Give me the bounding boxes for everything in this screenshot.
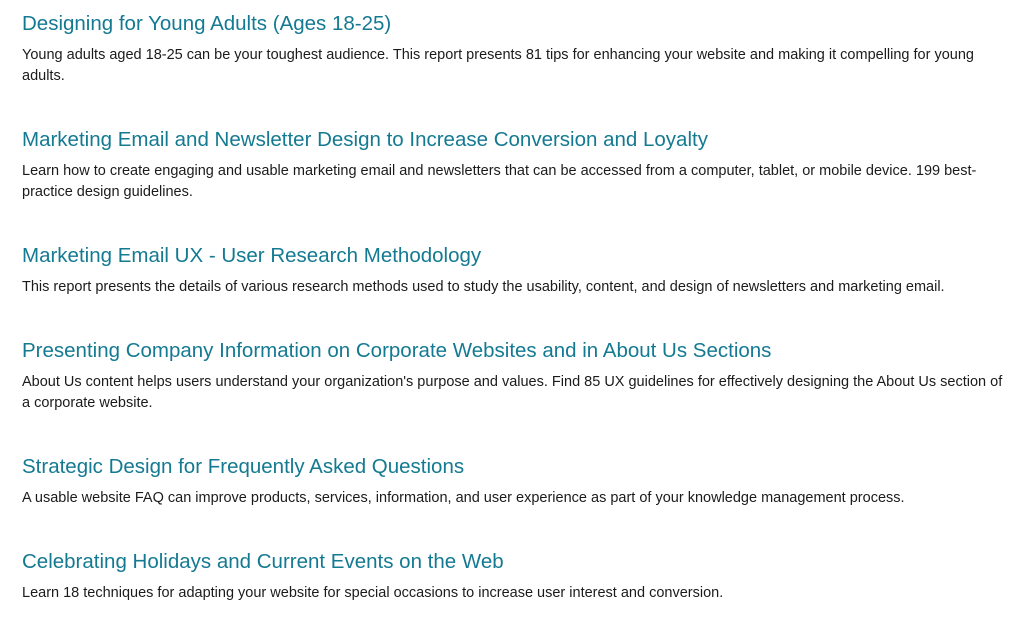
report-title-link[interactable]: Marketing Email and Newsletter Design to Increase Conversion and Loyalty [22,128,708,151]
report-title-link[interactable]: Celebrating Holidays and Current Events on the Web [22,550,504,573]
report-description: Learn how to create engaging and usable marketing email and newsletters that can be accessed from a computer, tablet, or mobile device. 199 best-practice design guidelines. [22,163,977,200]
report-item [22,127,1007,203]
report-item [22,549,1007,604]
report-item [22,454,1007,509]
report-description: Young adults aged 18-25 can be your toughest audience. This report presents 81 tips for enhancing your website and making it compelling for young adults. [22,47,974,84]
report-title-link[interactable]: Presenting Company Information on Corporate Websites and in About Us Sections [22,339,772,362]
report-item [22,243,1007,298]
report-title-link[interactable]: Strategic Design for Frequently Asked Questions [22,455,465,478]
report-description: This report presents the details of various research methods used to study the usability, content, and design of newsletters and marketing email. [22,279,945,295]
report-description: Learn 18 techniques for adapting your website for special occasions to increase user interest and conversion. [22,585,724,601]
report-item [22,11,1007,87]
report-description: A usable website FAQ can improve products, services, information, and user experience as part of your knowledge management process. [22,490,905,506]
report-title-link[interactable]: Designing for Young Adults (Ages 18-25) [22,12,392,35]
report-title-link[interactable]: Marketing Email UX - User Research Methodology [22,244,482,267]
report-description: About Us content helps users understand your organization's purpose and values. Find 85 UX guidelines for effectively designing the About Us section of a corporate website. [22,374,1003,411]
report-item [22,338,1007,414]
